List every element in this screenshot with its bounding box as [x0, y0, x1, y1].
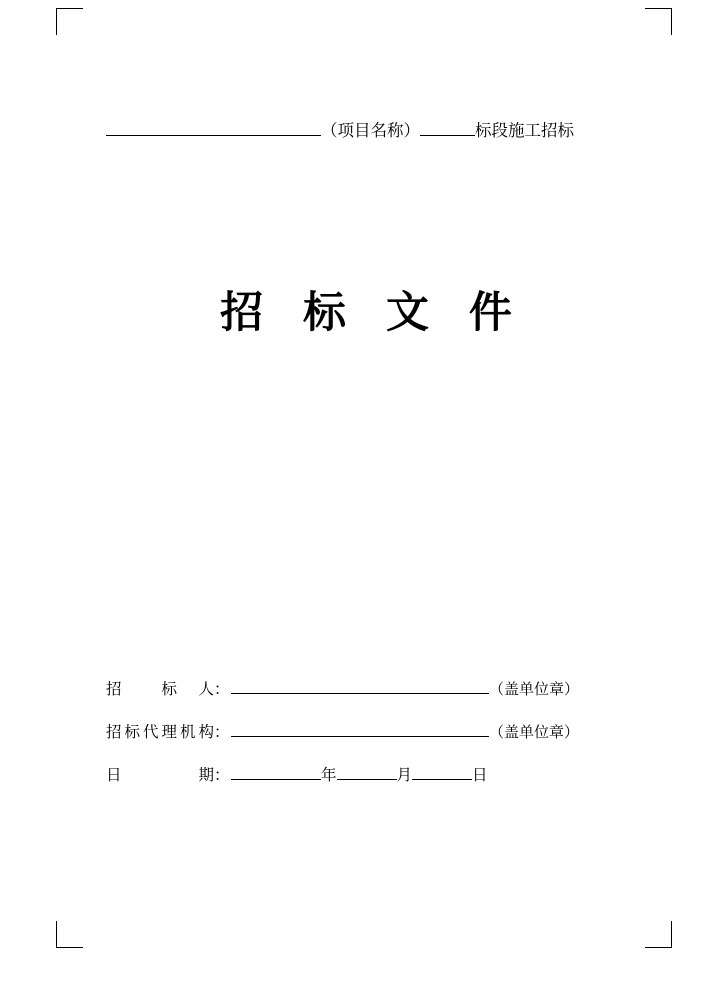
- date-month-input[interactable]: [337, 762, 397, 780]
- date-day-input[interactable]: [412, 762, 472, 780]
- date-label: 日 期：: [106, 767, 230, 784]
- field-row-bidder: [106, 676, 626, 701]
- date-day-unit: 日: [472, 767, 488, 784]
- header-line: [106, 117, 646, 144]
- page-title: 招 标 文 件: [220, 289, 526, 337]
- project-name-label: （项目名称）: [321, 122, 420, 140]
- field-row-date: [106, 762, 626, 787]
- project-name-blank[interactable]: [106, 117, 321, 136]
- crop-mark-top-right-icon: [645, 8, 672, 35]
- date-year-input[interactable]: [231, 762, 321, 780]
- bidder-seal-note: （盖单位章）: [489, 681, 580, 698]
- field-row-agency: [106, 719, 626, 744]
- crop-mark-top-left-icon: [56, 8, 83, 35]
- section-number-blank[interactable]: [420, 117, 475, 136]
- date-year-unit: 年: [321, 767, 337, 784]
- crop-mark-bottom-left-icon: [56, 921, 83, 948]
- date-month-unit: 月: [396, 767, 413, 784]
- section-label: 标段施工招标: [475, 122, 574, 140]
- agency-input[interactable]: [231, 719, 489, 737]
- agency-label: 招标代理机构：: [106, 724, 230, 741]
- bidder-label: 招 标 人：: [106, 681, 230, 698]
- crop-mark-bottom-right-icon: [645, 921, 672, 948]
- page-content: [106, 0, 626, 994]
- signature-fields: [106, 676, 626, 805]
- agency-seal-note: （盖单位章）: [489, 724, 580, 741]
- bidder-input[interactable]: [231, 676, 489, 694]
